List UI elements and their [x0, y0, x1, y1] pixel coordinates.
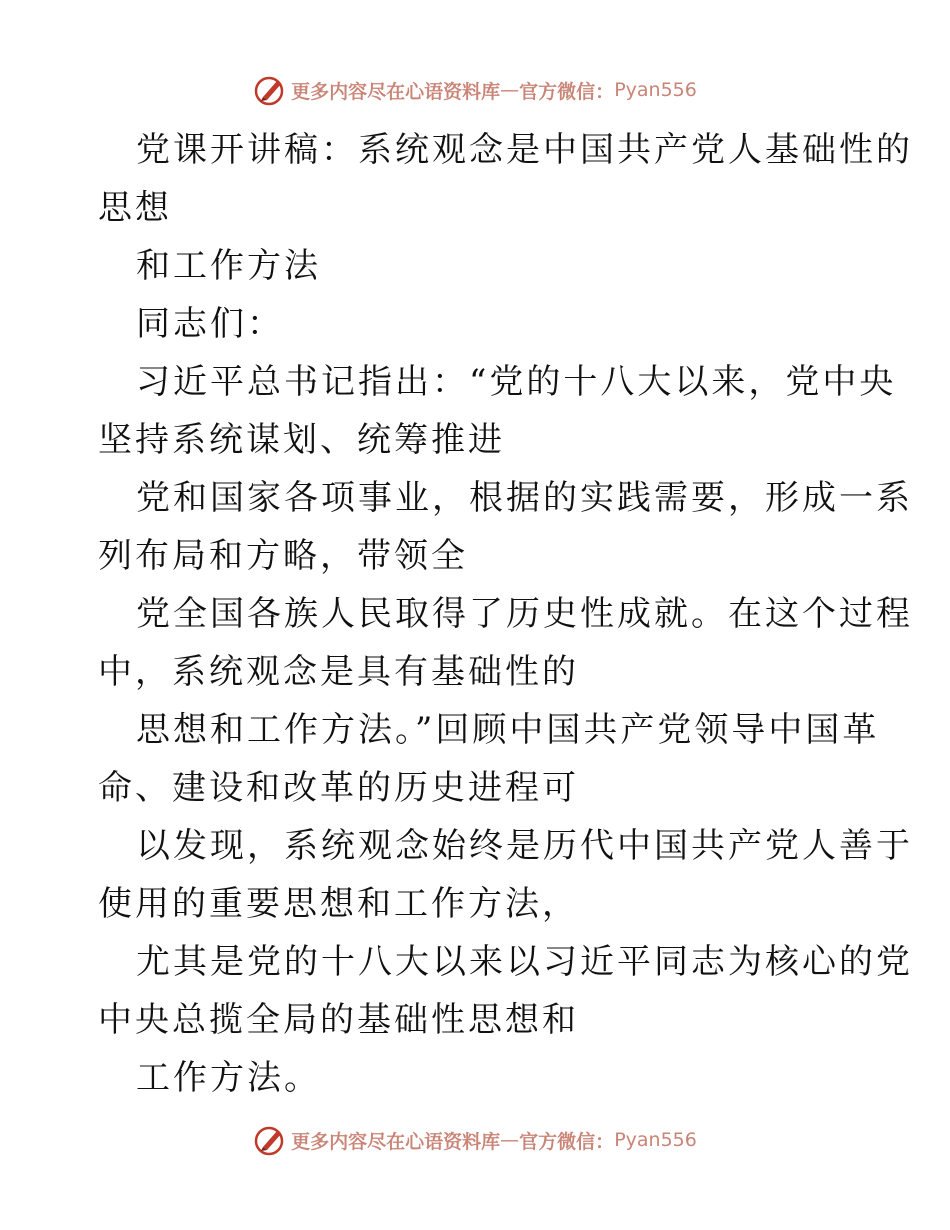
text-line: 思想: [98, 188, 172, 228]
text-line: 中央总揽全局的基础性思想和: [98, 1000, 579, 1040]
body-paragraph: [98, 585, 913, 701]
pen-logo-icon: [253, 73, 287, 107]
subtitle-paragraph: [98, 237, 858, 295]
text-line: 习近平总书记指出：“党的十八大以来，党中央: [136, 362, 897, 402]
text-line: 思想和工作方法。”回顾中国共产党领导中国革: [136, 710, 880, 750]
footer-watermark: [0, 1120, 950, 1160]
text-line: 党课开讲稿：系统观念是中国共产党人基础性的: [136, 130, 913, 170]
text-line: 使用的重要思想和工作方法，: [98, 884, 579, 924]
body-paragraph: [98, 933, 913, 1049]
text-line: 以发现，系统观念始终是历代中国共产党人善于: [136, 826, 913, 866]
header-watermark: [0, 70, 950, 110]
text-line: 同志们：: [136, 304, 284, 344]
wechat-label: 官方微信：: [519, 1130, 615, 1153]
site-name: 更多内容尽在心语资料库: [291, 80, 501, 103]
text-line: 中，系统观念是具有基础性的: [98, 652, 579, 692]
separator: —: [500, 1129, 520, 1151]
wechat-label: 官方微信：: [519, 80, 615, 103]
pen-logo-icon: [253, 1123, 287, 1157]
text-line: 列布局和方略，带领全: [98, 536, 468, 576]
text-line: 党和国家各项事业，根据的实践需要，形成一系: [136, 478, 913, 518]
body-paragraph: [98, 1049, 858, 1107]
wechat-id: Pyan556: [614, 79, 697, 101]
text-line: 和工作方法: [136, 246, 321, 286]
wechat-id: Pyan556: [614, 1129, 697, 1151]
salutation-paragraph: [98, 295, 858, 353]
body-paragraph: [98, 701, 880, 817]
text-line: 尤其是党的十八大以来以习近平同志为核心的党: [136, 942, 913, 982]
body-paragraph: [98, 353, 897, 469]
document-body: [98, 121, 913, 1107]
site-name: 更多内容尽在心语资料库: [291, 1130, 501, 1153]
text-line: 命、建设和改革的历史进程可: [98, 768, 579, 808]
separator: —: [500, 79, 520, 101]
body-paragraph: [98, 817, 913, 933]
text-line: 坚持系统谋划、统筹推进: [98, 420, 505, 460]
text-line: 党全国各族人民取得了历史性成就。在这个过程: [136, 594, 913, 634]
body-paragraph: [98, 469, 913, 585]
text-line: 工作方法。: [136, 1058, 321, 1098]
title-paragraph: [98, 121, 913, 237]
